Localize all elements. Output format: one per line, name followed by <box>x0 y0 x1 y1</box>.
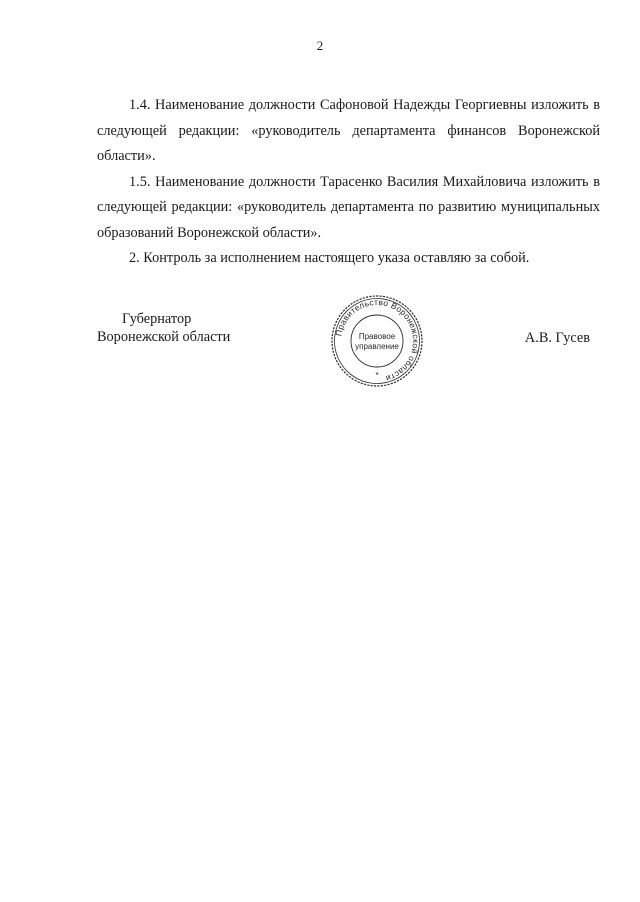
document-body <box>97 93 600 272</box>
official-stamp <box>330 294 424 388</box>
stamp-inner-line-1: Правовое <box>358 332 396 341</box>
position-region: Воронежской области <box>97 329 231 345</box>
stamp-graphic <box>330 294 424 388</box>
signatory-position <box>97 310 230 346</box>
position-title: Губернатор <box>122 311 192 327</box>
paragraph-2: 2. Контроль за исполнением настоящего указа оставляю за собой. <box>129 250 530 266</box>
signatory-name: А.В. Гусев <box>524 330 590 346</box>
stamp-inner-ring <box>351 315 403 367</box>
stamp-inner-line-2: управление <box>355 342 399 351</box>
page-number: 2 <box>316 38 324 53</box>
paragraph-1-5: 1.5. Наименование должности Тарасенко Василия Михайловича изложить в следующей редакции: «руководитель департамента по развитию муниципальных образований Воронежской области». <box>97 173 600 241</box>
stamp-star: * <box>375 371 379 380</box>
paragraph-1-4: 1.4. Наименование должности Сафоновой Надежды Георгиевны изложить в следующей редакции: «руководитель департамента финансов Воронежской области». <box>97 97 600 164</box>
stamp-outer-text: Правительство Воронежской области <box>333 296 422 384</box>
